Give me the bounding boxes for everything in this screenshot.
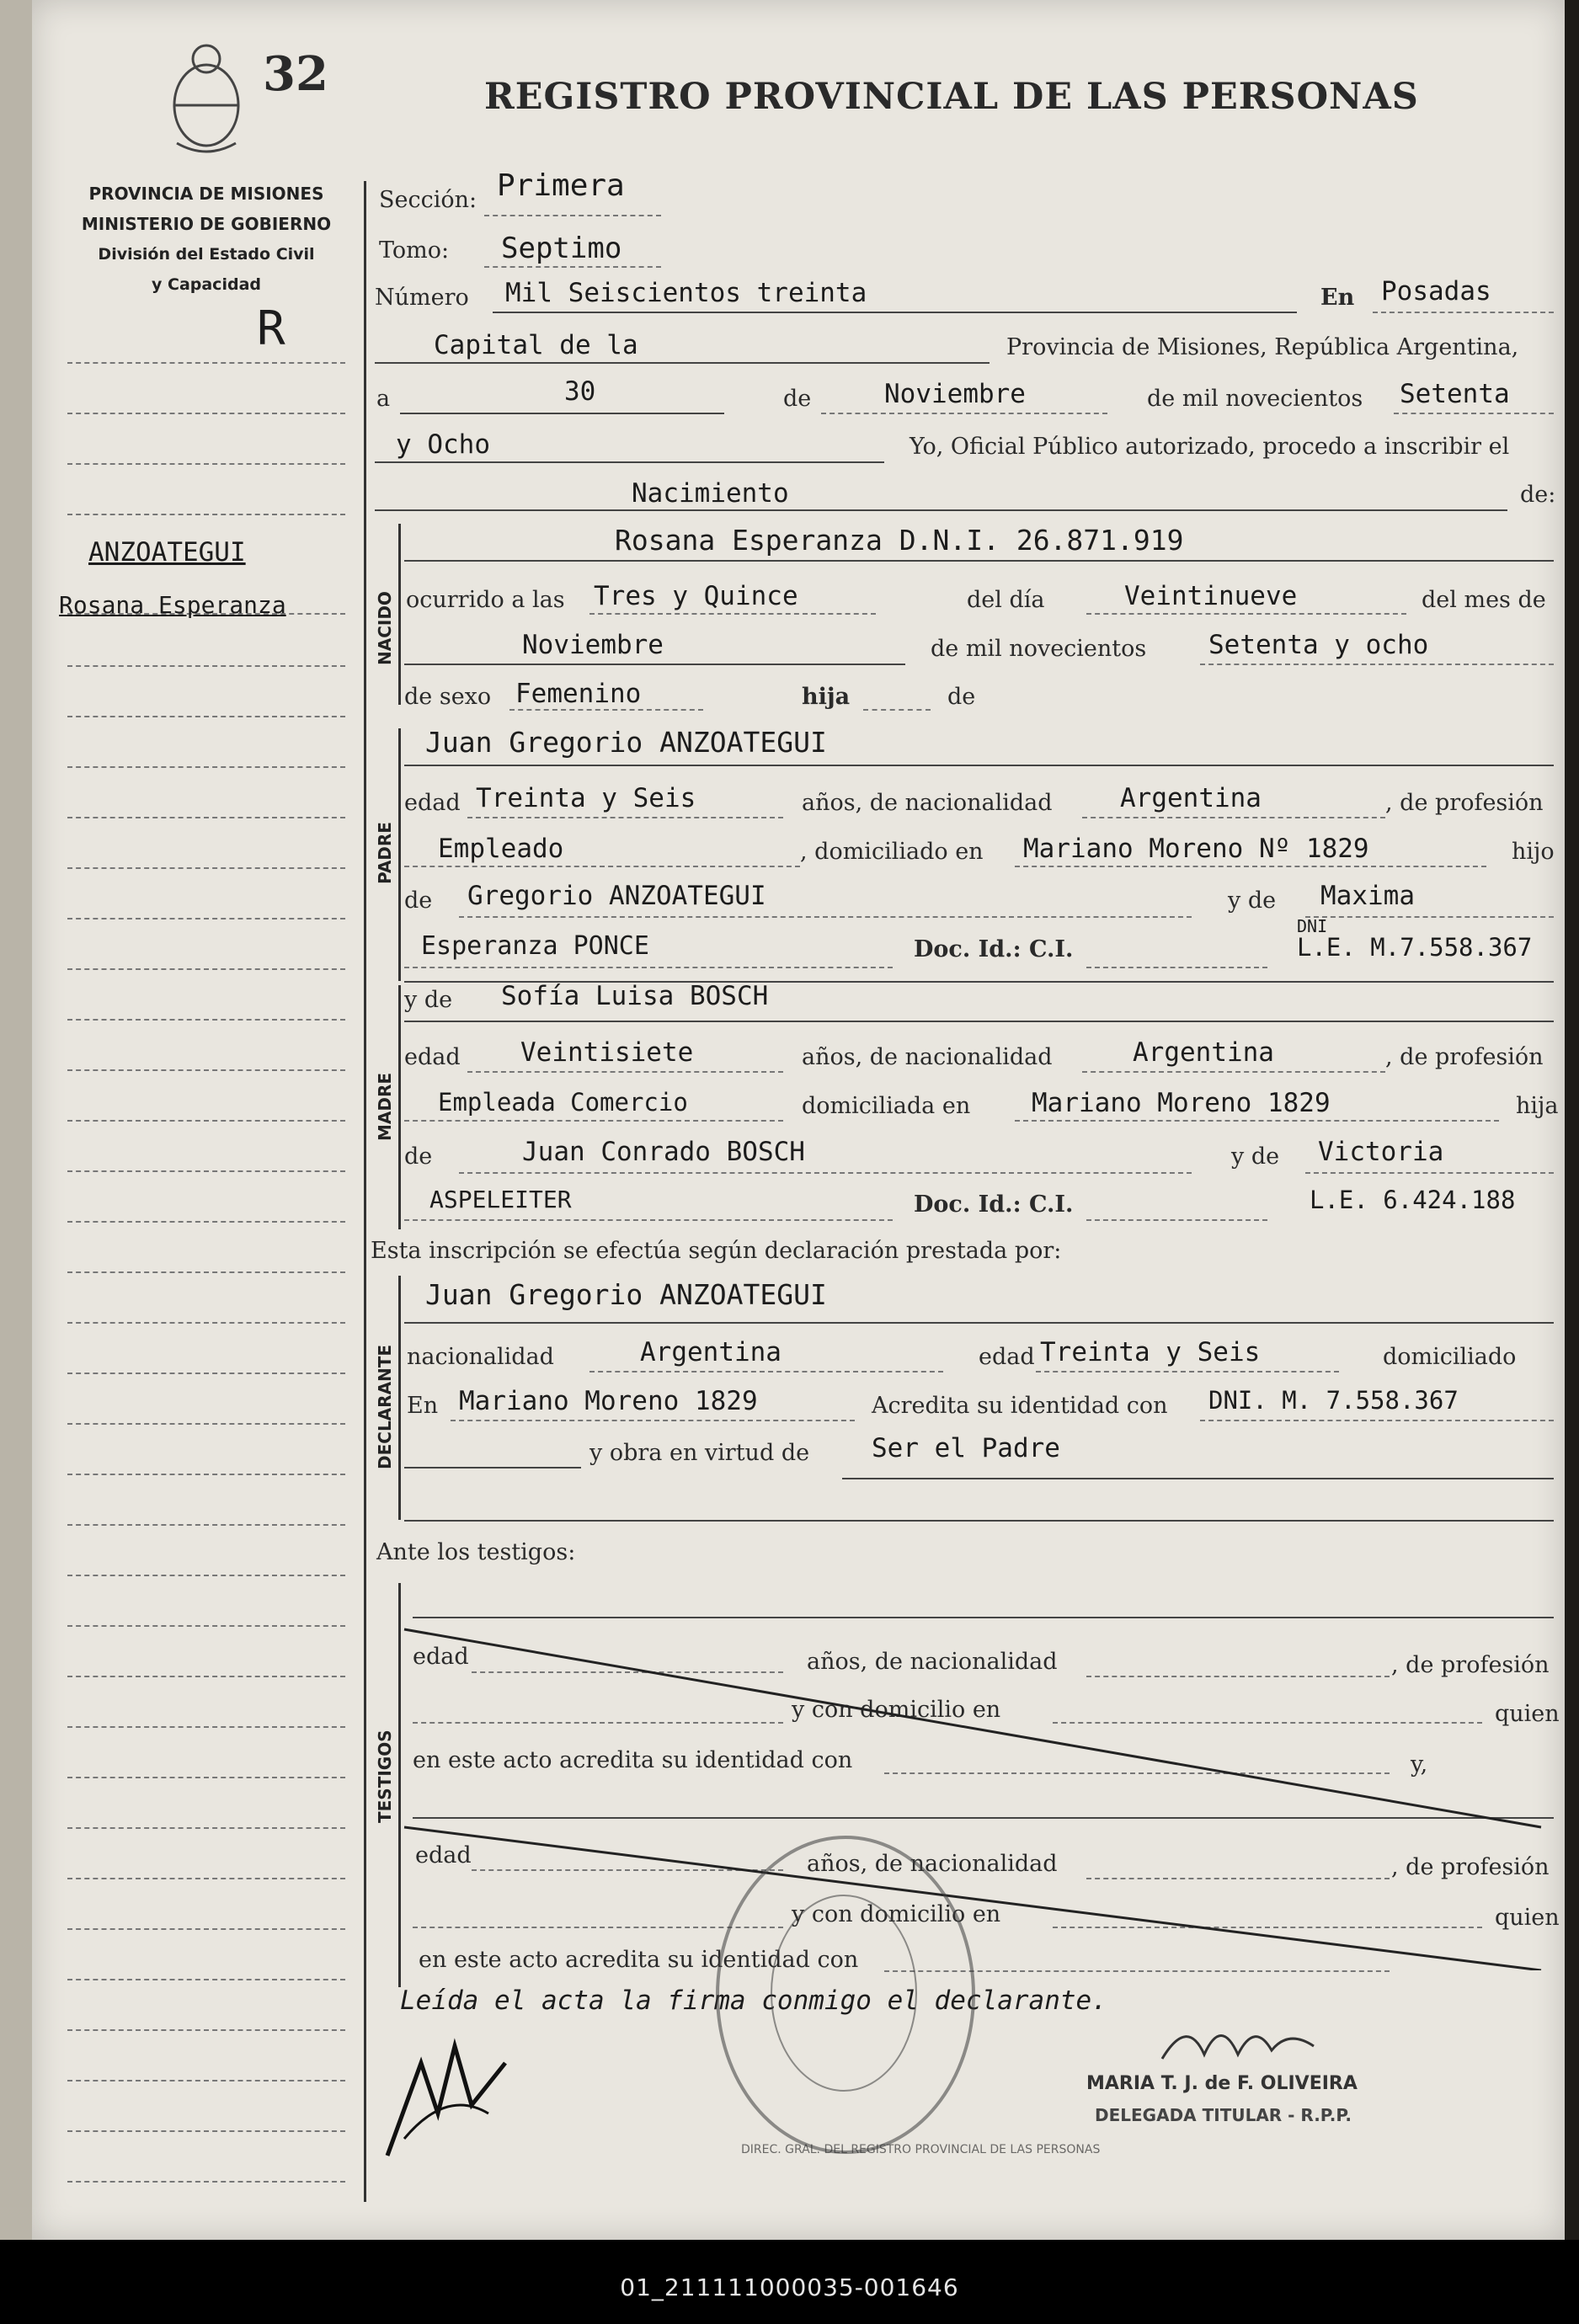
office-line: PROVINCIA DE MISIONES — [88, 184, 324, 204]
decl-nac-label: nacionalidad — [407, 1344, 554, 1370]
madre-dom-label: domiciliada en — [802, 1093, 971, 1119]
abuela-materna-1: Victoria — [1318, 1137, 1444, 1167]
hija-de-label: de — [947, 684, 976, 710]
abuelo-materno: Juan Conrado BOSCH — [522, 1137, 805, 1167]
padre-dom-value: Mariano Moreno Nº 1829 — [1023, 834, 1369, 864]
padre-doc-prefix: DNI — [1297, 916, 1328, 936]
t2-dom-label: y con domicilio en — [792, 1901, 1001, 1927]
madre-yde-label: y de — [404, 987, 453, 1013]
t1-nac-label: años, de nacionalidad — [807, 1649, 1058, 1675]
abuela-materna-2: ASPELEITER — [429, 1186, 572, 1213]
padre-prof-value: Empleado — [438, 834, 564, 864]
padre-nombre: Juan Gregorio ANZOATEGUI — [425, 726, 827, 759]
padre-section-label: PADRE — [375, 822, 395, 884]
seccion-label: Sección: — [379, 187, 477, 213]
t1-quien-label: quien — [1495, 1701, 1560, 1727]
dia-value: 30 — [564, 376, 596, 407]
decl-dom-label: domiciliado — [1383, 1344, 1517, 1370]
t2-prof-label: , de profesión — [1391, 1854, 1550, 1880]
oficial-label: Yo, Oficial Público autorizado, procedo a inscribir el — [910, 434, 1510, 460]
official-title: DELEGADA TITULAR - R.P.P. — [1095, 2105, 1352, 2125]
initial-mark: R — [257, 301, 285, 356]
en-label: En — [1320, 285, 1355, 311]
madre-prof-value: Empleada Comercio — [438, 1088, 688, 1117]
nacido-nombre: Rosana Esperanza D.N.I. 26.871.919 — [615, 524, 1184, 557]
obra-value: Ser el Padre — [872, 1433, 1060, 1463]
dia-nac-value: Veintinueve — [1124, 581, 1298, 611]
madre-nac-value: Argentina — [1133, 1037, 1274, 1068]
office-line: División del Estado Civil — [98, 245, 315, 264]
madre-de-label: de — [404, 1143, 433, 1170]
office-line: MINISTERIO DE GOBIERNO — [81, 214, 332, 234]
padre-nac-label: años, de nacionalidad — [802, 790, 1053, 816]
margin-surname: ANZOATEGUI — [88, 537, 246, 568]
t1-prof-label: , de profesión — [1391, 1652, 1550, 1678]
seccion-value: Primera — [497, 168, 625, 203]
de-label: de — [783, 386, 812, 412]
decl-edad-label: edad — [979, 1344, 1035, 1370]
decl-edad-value: Treinta y Seis — [1040, 1337, 1261, 1367]
decl-doc-value: DNI. M. 7.558.367 — [1208, 1386, 1459, 1415]
official-name: MARIA T. J. de F. OLIVEIRA — [1086, 2073, 1358, 2094]
inscripcion-label: Esta inscripción se efectúa según declaración prestada por: — [371, 1238, 1062, 1264]
abuela-paterna-1: Maxima — [1320, 881, 1415, 911]
hijo-label: hijo — [1512, 839, 1555, 865]
t1-edad-label: edad — [413, 1644, 469, 1670]
stamp-text: DIREC. GRAL. DEL REGISTRO PROVINCIAL DE LAS PERSONAS — [741, 2143, 1101, 2156]
abuelo-paterno: Gregorio ANZOATEGUI — [467, 881, 766, 911]
abuela-paterna-2: Esperanza PONCE — [421, 931, 649, 961]
madre-hija-label: hija — [1516, 1093, 1559, 1119]
t2-nac-label: años, de nacionalidad — [807, 1851, 1058, 1877]
madre-nombre: Sofía Luisa BOSCH — [501, 981, 769, 1011]
declarante-divider — [398, 1276, 401, 1520]
madre-section-label: MADRE — [375, 1072, 395, 1141]
lugar-value: Posadas — [1381, 276, 1491, 306]
t2-edad-label: edad — [415, 1842, 472, 1868]
anio-value-2: y Ocho — [396, 429, 490, 460]
padre-divider — [398, 728, 401, 981]
padre-de-label: de — [404, 887, 433, 914]
acto-value: Nacimiento — [632, 478, 789, 509]
madre-dom-value: Mariano Moreno 1829 — [1032, 1088, 1331, 1118]
official-stamp-inner — [771, 1895, 917, 2092]
padre-dom-label: , domiciliado en — [800, 839, 984, 865]
mes-value: Noviembre — [884, 379, 1026, 409]
padre-doc-label: Doc. Id.: C.I. — [914, 936, 1074, 962]
padre-edad-label: edad — [404, 790, 461, 816]
declarante-nombre: Juan Gregorio ANZOATEGUI — [425, 1278, 827, 1311]
issuing-office — [51, 179, 362, 300]
mes-nac-value: Noviembre — [522, 630, 664, 660]
testigos-label: Ante los testigos: — [376, 1539, 576, 1565]
hora-value: Tres y Quince — [594, 581, 798, 611]
file-id: 01_211111000035-001646 — [620, 2273, 959, 2301]
madre-edad-label: edad — [404, 1044, 461, 1070]
madre-prof-label: , de profesión — [1385, 1044, 1544, 1070]
t1-acredita-label: en este acto acredita su identidad con — [413, 1747, 853, 1773]
t2-acredita-label: en este acto acredita su identidad con — [419, 1947, 859, 1973]
t1-y-label: y, — [1411, 1751, 1428, 1778]
declarant-signature — [371, 2012, 522, 2164]
numero-value: Mil Seiscientos treinta — [505, 278, 867, 308]
cancel-strokes — [396, 1617, 1558, 1970]
declarante-section-label: DECLARANTE — [375, 1344, 395, 1469]
a-label: a — [376, 386, 391, 412]
nacido-section-label: NACIDO — [375, 591, 395, 665]
anio-nac-label: de mil novecientos — [931, 636, 1147, 662]
madre-divider — [398, 985, 401, 1229]
lugar2-value: Capital de la — [434, 330, 638, 360]
madre-edad-value: Veintisiete — [520, 1037, 694, 1068]
sexo-label: de sexo — [404, 684, 492, 710]
decl-nac-value: Argentina — [640, 1337, 781, 1367]
page-number: 32 — [263, 46, 328, 102]
madre-doc-label: Doc. Id.: C.I. — [914, 1191, 1074, 1218]
provincia-label: Provincia de Misiones, República Argentina, — [1006, 334, 1519, 360]
padre-nac-value: Argentina — [1120, 783, 1262, 813]
obra-label: y obra en virtud de — [589, 1440, 810, 1466]
del-dia-label: del día — [967, 587, 1045, 613]
nacido-divider — [398, 524, 401, 705]
decl-en-label: En — [407, 1393, 439, 1419]
official-signature — [1154, 2012, 1322, 2071]
padre-prof-label: , de profesión — [1385, 790, 1544, 816]
anio-nac-value: Setenta y ocho — [1208, 630, 1429, 660]
tomo-label: Tomo: — [379, 237, 450, 264]
decl-dom-value: Mariano Moreno 1829 — [459, 1386, 758, 1416]
madre-yde2-label: y de — [1231, 1143, 1280, 1170]
acredita-label: Acredita su identidad con — [872, 1393, 1168, 1419]
padre-edad-value: Treinta y Seis — [476, 783, 696, 813]
padre-yde-label: y de — [1228, 887, 1277, 914]
anio-value-1: Setenta — [1400, 379, 1510, 409]
office-line: y Capacidad — [152, 275, 261, 294]
madre-doc-value: L.E. 6.424.188 — [1310, 1186, 1516, 1214]
testigos-section-label: TESTIGOS — [375, 1730, 395, 1823]
padre-doc-value: L.E. M.7.558.367 — [1297, 933, 1533, 962]
page-edge — [0, 0, 32, 2240]
numero-label: Número — [375, 285, 469, 311]
margin-divider — [364, 181, 366, 2202]
t1-dom-label: y con domicilio en — [792, 1697, 1001, 1723]
anio-label: de mil novecientos — [1147, 386, 1363, 412]
ocurrido-label: ocurrido a las — [406, 587, 565, 613]
sexo-value: Femenino — [515, 679, 642, 709]
closing-note: Leída el acta la firma conmigo el declarante. — [400, 1986, 1107, 2016]
tomo-value: Septimo — [501, 232, 622, 265]
coat-of-arms-icon — [160, 34, 253, 160]
acto-de-label: de: — [1520, 482, 1556, 508]
t2-quien-label: quien — [1495, 1905, 1560, 1931]
margin-given-names: Rosana Esperanza — [59, 591, 286, 619]
page-title: REGISTRO PROVINCIAL DE LAS PERSONAS — [484, 76, 1419, 118]
del-mes-label: del mes de — [1422, 587, 1546, 613]
hija-label: hija — [802, 684, 851, 710]
madre-nac-label: años, de nacionalidad — [802, 1044, 1053, 1070]
